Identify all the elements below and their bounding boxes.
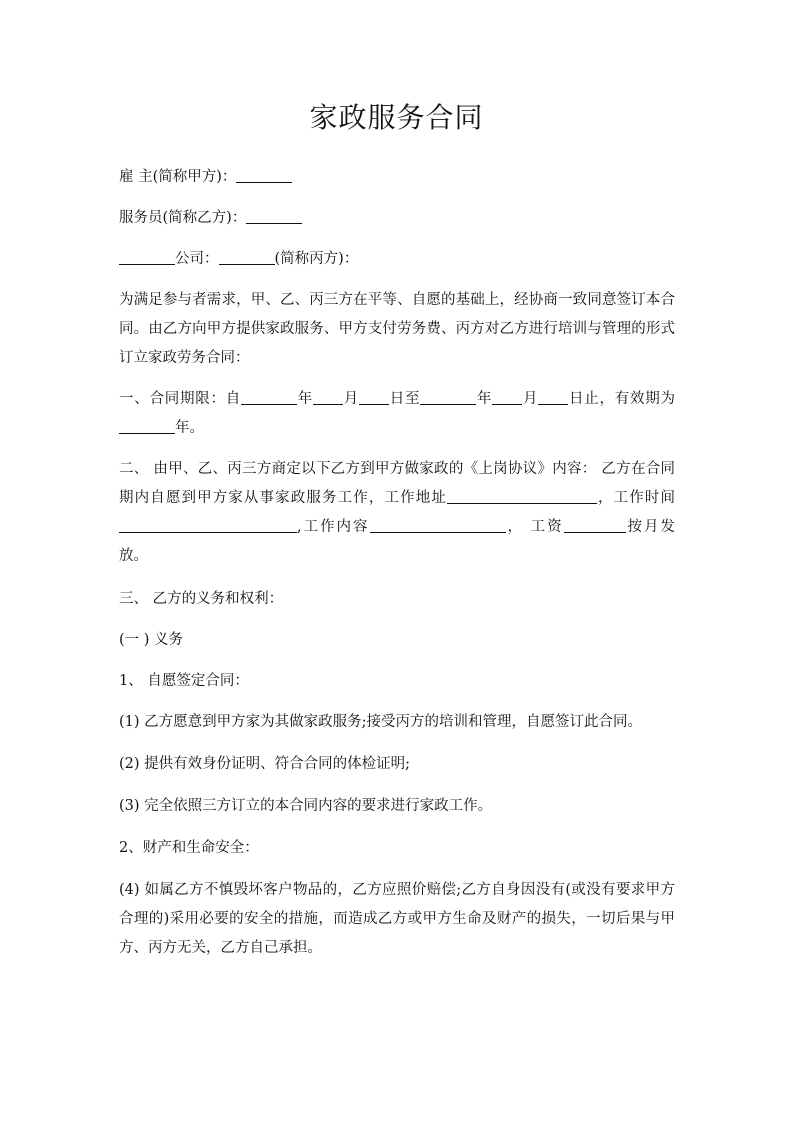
start-year-blank (241, 390, 297, 406)
day-end-label: 日止，有效期为 (568, 391, 675, 407)
company-name-blank (119, 250, 175, 266)
day-to-label: 日至 (389, 391, 421, 407)
clause-4: (4) 如属乙方不慎毁坏客户物品的，乙方应照价赔偿;乙方自身因没有(或没有要求甲方合理的)采用必要的安全的措施，而造成乙方或甲方生命及财产的损失，一切后果与甲方、丙方无关，乙方自己承担。 (119, 882, 675, 956)
company-contact-blank (219, 250, 275, 266)
clause-1: (1) 乙方愿意到甲方家为其做家政服务;接受丙方的培训和管理，自愿签订此合同。 (119, 714, 643, 730)
duties-heading: (一 ) 义务 (119, 632, 184, 648)
section2-text-4: ， 工资 (505, 519, 564, 535)
company-tail: (简称丙方)： (274, 251, 359, 267)
intro-paragraph: 为满足参与者需求，甲、乙、丙三方在平等、自愿的基础上，经协商一致同意签订本合同。由乙方向甲方提供家政服务、甲方支付劳务费、丙方对乙方进行培训与管理的形式订立家政劳务合同： (119, 292, 675, 366)
end-month-blank (492, 390, 522, 406)
valid-years-blank (119, 419, 175, 435)
year-label: 年 (297, 391, 313, 407)
section2-text-2: ，工作时间 (596, 490, 675, 506)
work-address-blank (447, 489, 597, 505)
month-label: 月 (522, 391, 539, 407)
work-content-blank (370, 518, 506, 534)
section2-text-1: 二、 由甲、乙、丙三方商定以下乙方到甲方做家政的《上岗协议》内容： 乙方在合同期内自愿到甲方家从事家政服务工作，工作地址 (119, 461, 675, 506)
employer-line (119, 163, 675, 192)
salary-blank (564, 518, 626, 534)
page-title: 家政服务合同 (309, 101, 484, 134)
company-line (119, 245, 675, 274)
item2-heading: 2、财产和生命安全： (119, 840, 259, 856)
year-label: 年 (476, 391, 493, 407)
employer-label: 雇 主(简称甲方)： (119, 169, 237, 185)
term-paragraph (119, 385, 675, 443)
employer-blank (236, 168, 292, 184)
section2-text-5: 按月发放。 (119, 519, 676, 564)
work-time-blank (119, 518, 297, 534)
clause-3: (3) 完全依照三方订立的本合同内容的要求进行家政工作。 (119, 798, 493, 814)
company-label: 公司： (175, 251, 219, 267)
worker-blank (246, 209, 302, 225)
clause-2: (2) 提供有效身份证明、符合合同的体检证明; (119, 756, 411, 772)
worker-label: 服务员(简称乙方)： (119, 210, 247, 226)
section3-heading: 三、 乙方的义务和权利： (119, 591, 284, 607)
month-label: 月 (343, 391, 359, 407)
section2-text-3: ,工作内容 (297, 519, 370, 535)
worker-line (119, 204, 675, 233)
end-year-blank (420, 390, 476, 406)
start-month-blank (313, 390, 343, 406)
start-day-blank (359, 390, 389, 406)
years-end-label: 年。 (175, 420, 204, 436)
end-day-blank (538, 390, 568, 406)
item1-heading: 1、 自愿签定合同： (119, 673, 249, 689)
section2-paragraph (119, 455, 675, 571)
term-prefix: 一、合同期限：自 (119, 391, 241, 407)
